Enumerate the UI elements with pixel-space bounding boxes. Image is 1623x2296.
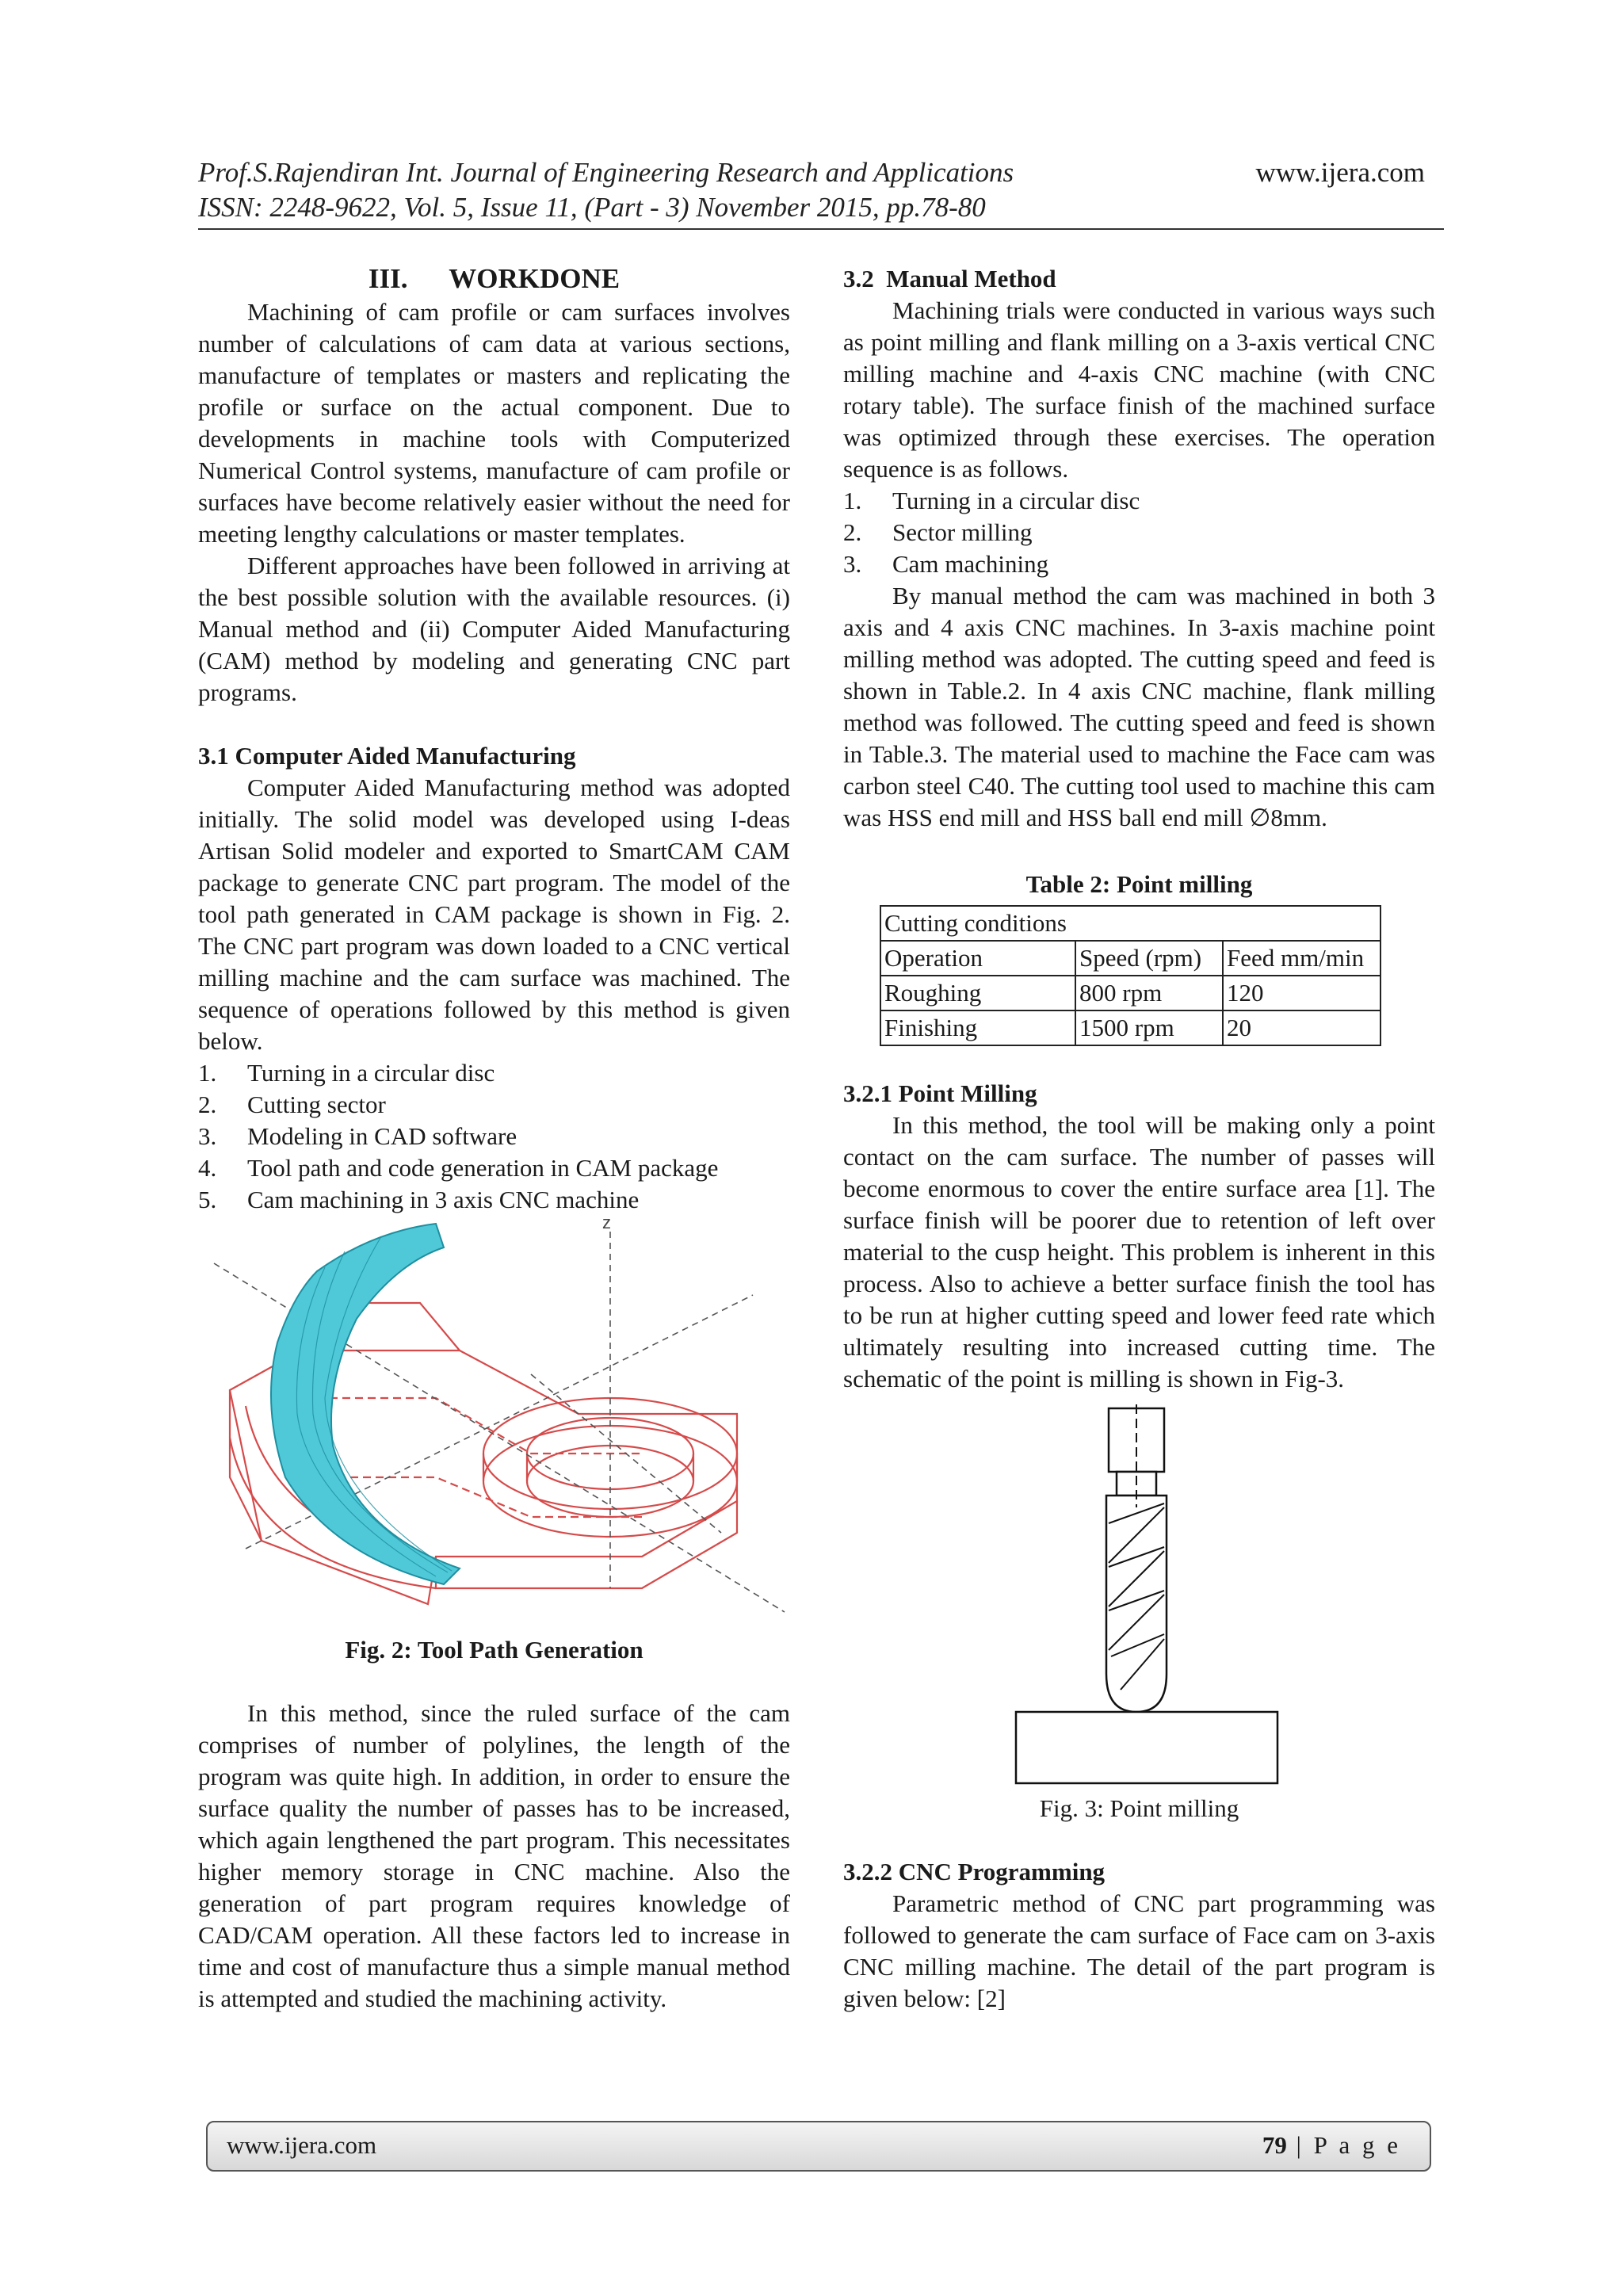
table-row — [880, 976, 1381, 1010]
left-column — [198, 262, 790, 2015]
table-row — [880, 1010, 1381, 1045]
paragraph: Parametric method of CNC part programming was followed to generate the cam surface of Face cam on 3-axis CNC milling machine. The detail of the part program is given below: [2] — [843, 1889, 1435, 2012]
table-cell: Finishing — [880, 1010, 1075, 1045]
footer-website-link[interactable]: www.ijera.com — [227, 2131, 377, 2159]
paragraph: By manual method the cam was machined in both 3 axis and 4 axis CNC machines. In 3-axis machine point milling method was adopted. The cutting speed and feed is shown in Table.2. In 4 axis CNC machine, flank milling method was followed. The cutting speed and feed is shown in Table.3. The material used to machine the Face cam was carbon steel C40. The cutting tool used to machine this cam was HSS end mill and HSS ball end mill ∅8mm. — [843, 582, 1435, 831]
running-header-issn: ISSN: 2248-9622, Vol. 5, Issue 11, (Part - 3) November 2015, pp.78-80 — [198, 192, 986, 223]
point-milling-figure — [843, 1404, 1435, 1793]
z-axis-label: z — [602, 1216, 611, 1232]
table-header-cell: Speed (rpm) — [1075, 941, 1223, 976]
table-header-cell: Operation — [880, 941, 1075, 976]
point-milling-table — [880, 905, 1381, 1046]
header-website-link[interactable]: www.ijera.com — [1255, 157, 1425, 188]
operation-sequence-list — [843, 485, 1435, 580]
operations-list — [198, 1057, 790, 1216]
table-cell: Roughing — [880, 976, 1075, 1010]
list-item: 1. Turning in a circular disc — [198, 1059, 495, 1087]
subsection-heading-manual: 3.2 Manual Method — [843, 265, 1056, 292]
table-cell: 800 rpm — [1075, 976, 1223, 1010]
page-number: 79 | P a g e — [1262, 2131, 1401, 2159]
paragraph: In this method, since the ruled surface of the cam comprises of number of polylines, the length of the program was quite high. In addition, in order to ensure the surface quality the number of passes has to be increased, which again lengthened the part program. This necessitates higher memory storage in CNC machine. Also the generation of part program requires knowledge of CAD/CAM operation. All these factors led to increase in time and cost of manufacture thus a simple manual method is attempted and studied the machining activity. — [198, 1699, 790, 2012]
header-rule — [198, 228, 1444, 230]
paragraph: Different approaches have been followed in arriving at the best possible solution with the available resources. (i) Manual method and (ii) Computer Aided Manufacturing (CAM) method by modeling and generating CNC part programs. — [198, 552, 790, 706]
figure-3-caption: Fig. 3: Point milling — [1039, 1794, 1239, 1822]
list-item: 3. Cam machining — [843, 550, 1049, 578]
tool-path-figure — [198, 1216, 790, 1636]
running-header-journal: Prof.S.Rajendiran Int. Journal of Engineering Research and Applications — [198, 157, 1014, 188]
subsection-heading-cam: 3.1 Computer Aided Manufacturing — [198, 742, 576, 770]
table-row — [880, 941, 1381, 976]
table-2-title: Table 2: Point milling — [1025, 870, 1253, 898]
table-caption-cell: Cutting conditions — [880, 906, 1381, 941]
table-header-cell: Feed mm/min — [1223, 941, 1381, 976]
subsection-heading-point-milling: 3.2.1 Point Milling — [843, 1079, 1037, 1107]
right-column — [843, 263, 1435, 2015]
paragraph: Computer Aided Manufacturing method was adopted initially. The solid model was developed using I-deas Artisan Solid modeler and exported to SmartCAM CAM package to generate CNC part program. The model of the tool path generated in CAM package is shown in Fig. 2. The CNC part program was down loaded to a CNC vertical milling machine and the cam surface was machined. The sequence of operations followed by this method is given below. — [198, 774, 790, 1055]
subsection-heading-cnc-programming: 3.2.2 CNC Programming — [843, 1858, 1106, 1885]
paragraph: Machining trials were conducted in various ways such as point milling and flank milling on a 3-axis vertical CNC milling machine and 4-axis CNC machine (with CNC rotary table). The surface finish of the machined surface was optimized through these exercises. The operation sequence is as follows. — [843, 296, 1435, 483]
list-item: 5. Cam machining in 3 axis CNC machine — [198, 1186, 640, 1213]
table-cell: 1500 rpm — [1075, 1010, 1223, 1045]
table-cell: 120 — [1223, 976, 1381, 1010]
page-footer — [206, 2121, 1431, 2172]
table-row — [880, 906, 1381, 941]
list-item: 2. Cutting sector — [198, 1091, 386, 1118]
paragraph: Machining of cam profile or cam surfaces involves number of calculations of cam data at various sections, manufacture of templates or masters and replicating the profile or surface on the actual component. Due to developments in machine tools with Computerized Numerical Control systems, manufacture of cam profile or surfaces have become relatively easier without the need for meeting lengthy calculations or master templates. — [198, 298, 790, 548]
list-item: 2. Sector milling — [843, 518, 1033, 546]
list-item: 1. Turning in a circular disc — [843, 487, 1140, 514]
paragraph: In this method, the tool will be making only a point contact on the cam surface. The number of passes will become enormous to cover the entire surface area [1]. The surface finish will be poorer due to retention of left over material to the cusp height. This problem is inherent in this process. Also to achieve a better surface finish the tool has to be run at higher cutting speed and lower feed rate which ultimately resulting into increased cutting time. The schematic of the point is milling is shown in Fig-3. — [843, 1111, 1435, 1392]
section-title-workdone: III. WORKDONE — [368, 263, 621, 294]
figure-2-caption: Fig. 2: Tool Path Generation — [345, 1636, 643, 1664]
table-cell: 20 — [1223, 1010, 1381, 1045]
list-item: 3. Modeling in CAD software — [198, 1122, 517, 1150]
list-item: 4. Tool path and code generation in CAM package — [198, 1154, 719, 1182]
